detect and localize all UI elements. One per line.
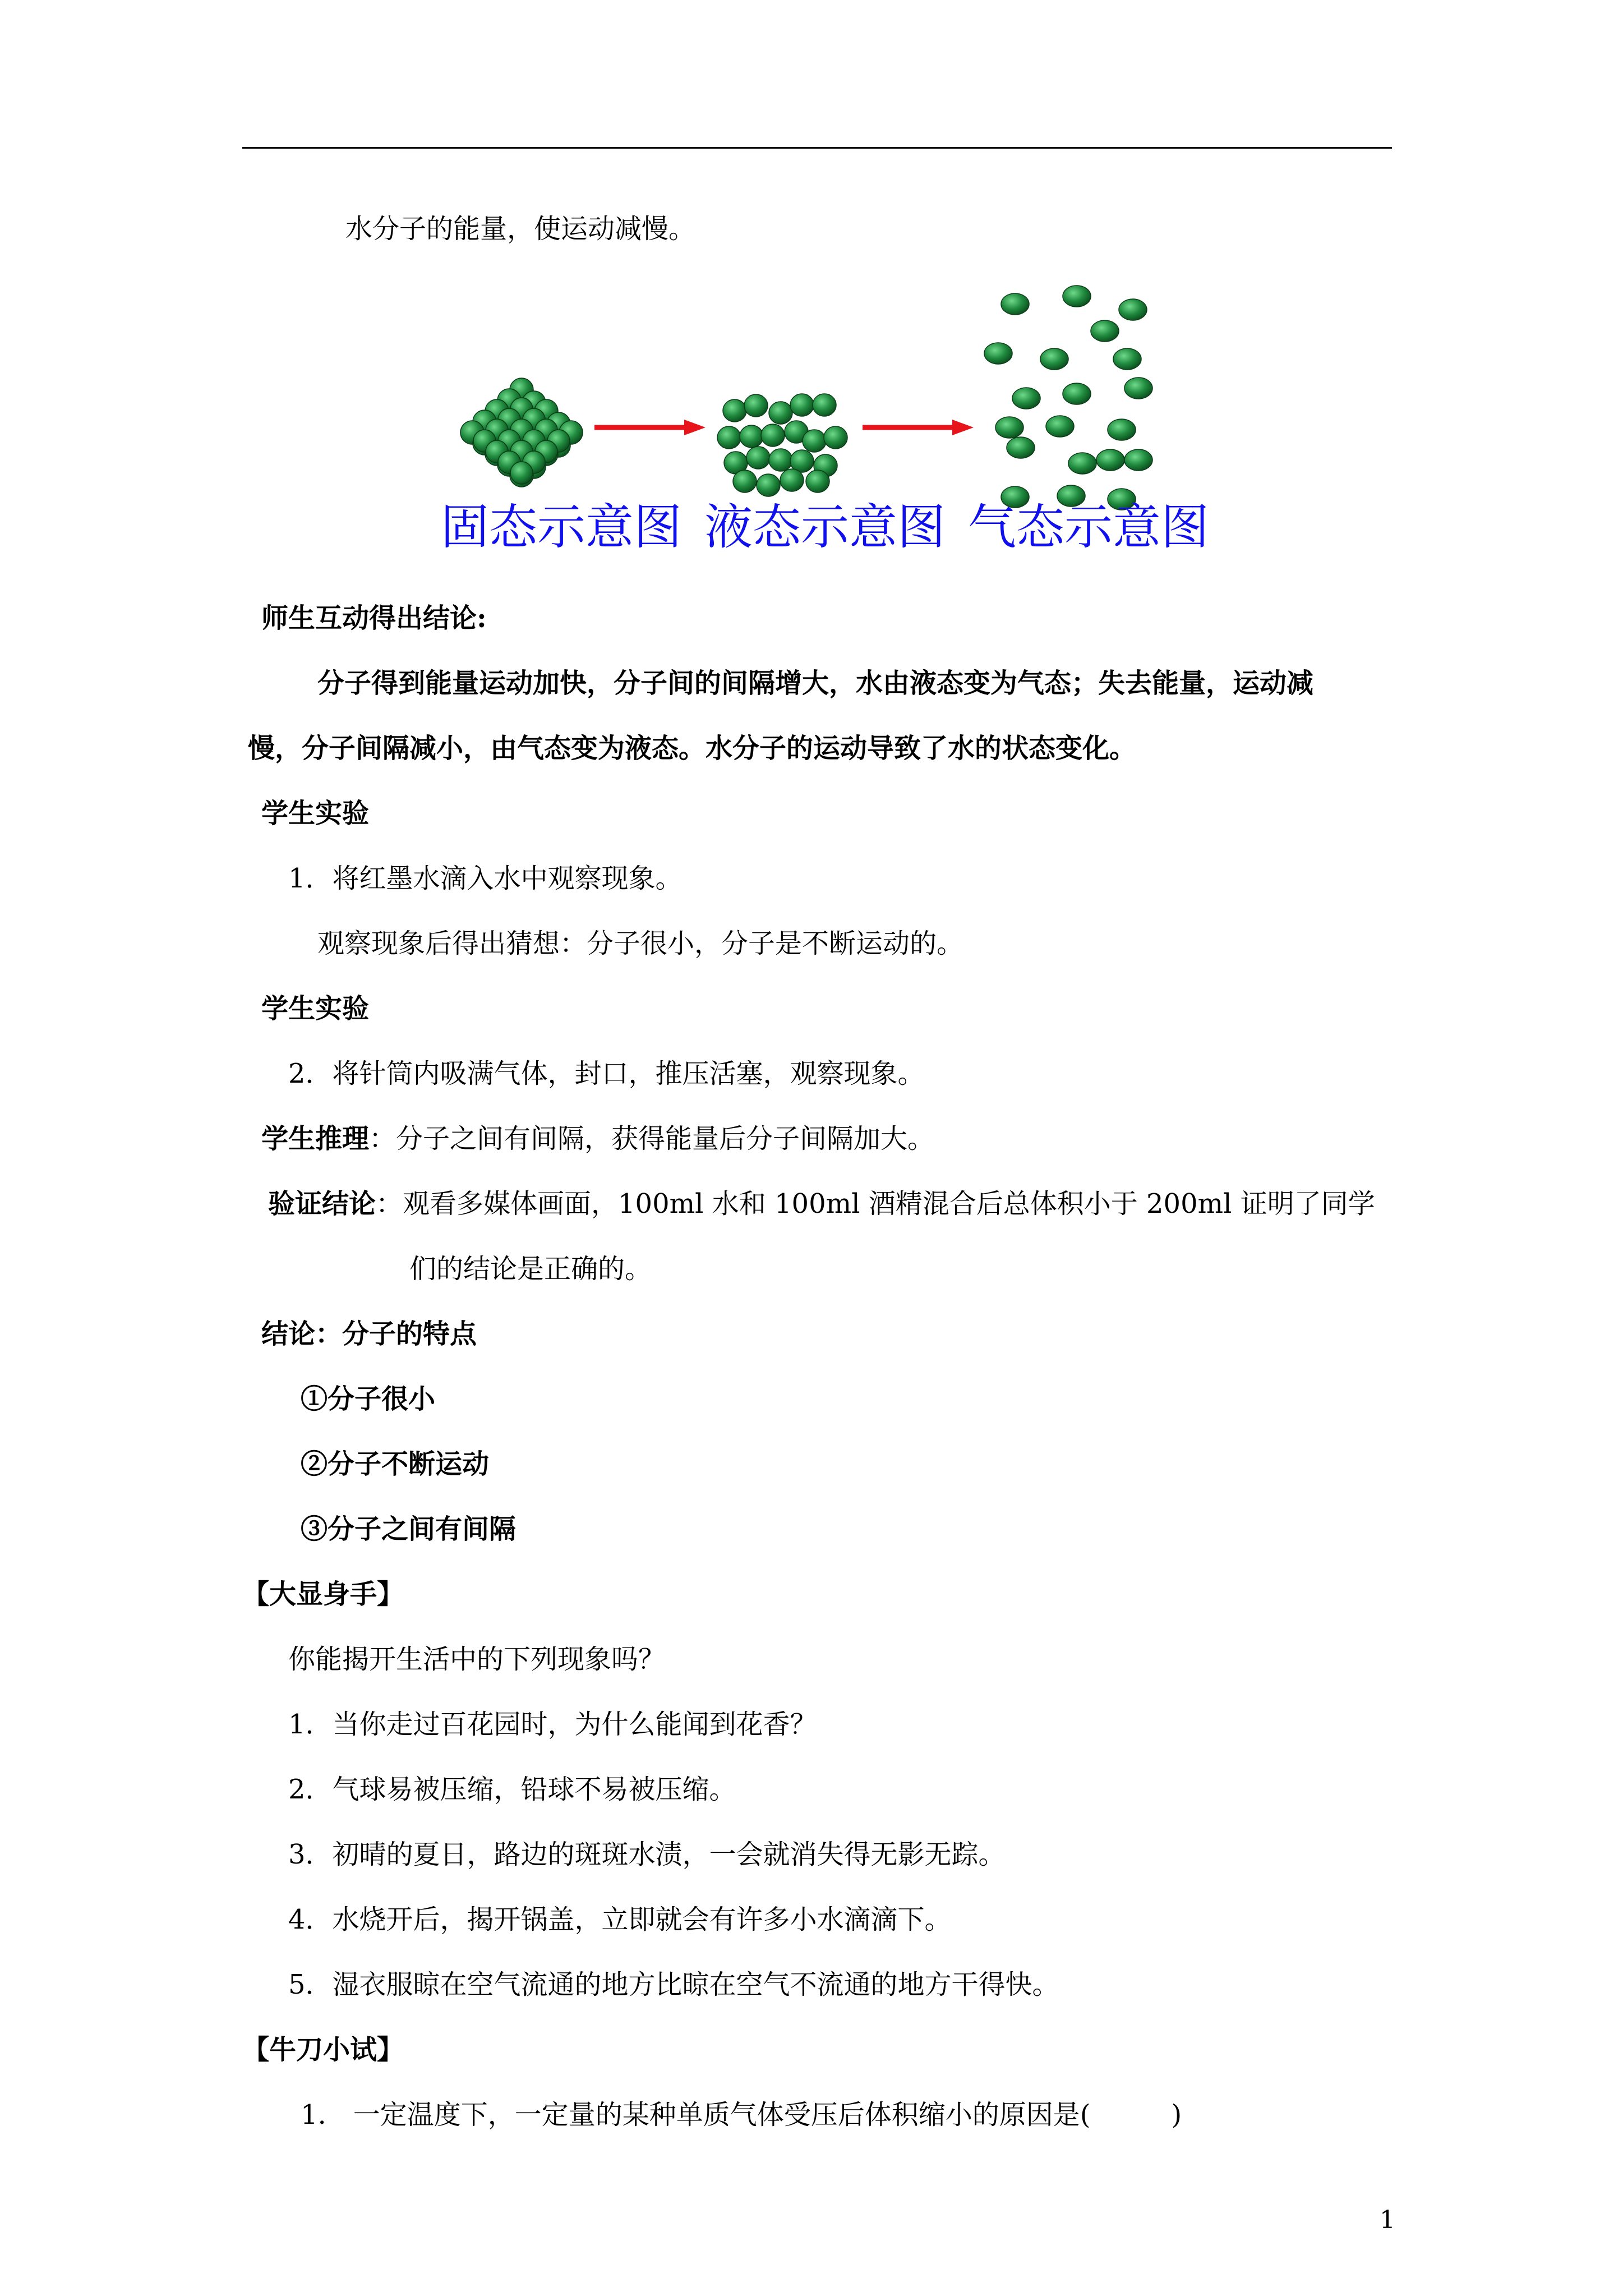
solid-molecules (460, 378, 583, 487)
conclusion-line-2: 慢，分子间隔减小，由气态变为液态。水分子的运动导致了水的状态变化。 (248, 733, 1137, 764)
gas-molecule (1040, 348, 1068, 370)
verification-line-1 (268, 1186, 1375, 1222)
trial-heading: 【牛刀小试】 (242, 2034, 404, 2065)
conclusion-point-2: ②分子不断运动 (301, 1448, 490, 1480)
showcase-item-1: 1．当你走过百花园时，为什么能闻到花香？ (288, 1709, 817, 1740)
liquid-molecules (717, 394, 847, 496)
liquid-molecule (790, 394, 814, 416)
liquid-molecule (769, 402, 792, 424)
showcase-item-5: 5．湿衣服晾在空气流通的地方比晾在空气不流通的地方干得快。 (288, 1969, 1059, 2000)
arrow-liquid-to-gas (863, 420, 974, 435)
gas-molecule (1091, 320, 1119, 342)
liquid-molecule (746, 447, 770, 469)
showcase-prompt: 你能揭开生活中的下列现象吗？ (288, 1644, 666, 1675)
gas-molecule (1063, 383, 1091, 404)
liquid-molecule (761, 424, 785, 447)
reasoning-label: 学生推理 (261, 1123, 370, 1154)
gas-molecule (1108, 419, 1136, 440)
liquid-molecule (824, 426, 847, 449)
gas-molecule (1046, 416, 1074, 437)
header-rule (242, 147, 1392, 149)
gas-molecule (1119, 299, 1147, 320)
gas-molecule (1068, 453, 1096, 474)
liquid-molecule (717, 426, 741, 449)
liquid-molecule (780, 469, 804, 491)
intro-line: 水分子的能量，使运动减慢。 (345, 213, 696, 245)
reasoning-text: ：分子之间有间隔，获得能量后分子间隔加大。 (369, 1123, 935, 1154)
gas-molecule (1124, 449, 1152, 471)
gas-molecule (1096, 449, 1124, 471)
verification-text: ：观看多媒体画面，100ml 水和 100ml 酒精混合后总体积小于 200ml 证明了同学 (376, 1188, 1375, 1220)
page-number: 1 (1380, 2206, 1395, 2234)
gas-molecule (1007, 437, 1035, 458)
solid-molecule (510, 462, 533, 484)
interaction-heading: 师生互动得出结论: (261, 602, 487, 634)
experiment-1-heading: 学生实验 (261, 798, 370, 829)
conclusion-line-1: 分子得到能量运动加快，分子间的间隔增大，水由液态变为气态；失去能量，运动减 (317, 668, 1314, 699)
gas-molecule (1063, 286, 1091, 307)
conclusion-point-1: ①分子很小 (301, 1383, 436, 1415)
experiment-2-heading: 学生实验 (261, 993, 370, 1024)
gas-molecule (995, 417, 1023, 438)
showcase-heading: 【大显身手】 (242, 1579, 404, 1610)
showcase-item-2: 2．气球易被压缩，铅球不易被压缩。 (288, 1774, 736, 1805)
caption-gas: 气态示意图 (968, 499, 1209, 555)
experiment-1-step: 1．将红墨水滴入水中观察现象。 (288, 863, 683, 894)
gas-molecule (1001, 293, 1029, 315)
verification-label: 验证结论 (268, 1188, 376, 1220)
gas-molecule (1124, 378, 1152, 399)
experiment-1-observation: 观察现象后得出猜想：分子很小，分子是不断运动的。 (317, 928, 964, 959)
arrow-solid-to-liquid (594, 420, 706, 435)
gas-molecule (1012, 388, 1040, 409)
showcase-item-4: 4．水烧开后，揭开锅盖，立即就会有许多小水滴滴下。 (288, 1904, 952, 1935)
liquid-molecule (806, 470, 829, 493)
gas-molecule (984, 343, 1012, 364)
caption-solid: 固态示意图 (441, 499, 682, 555)
conclusion-point-3: ③分子之间有间隔 (301, 1513, 517, 1545)
liquid-molecule (740, 425, 763, 448)
liquid-molecule (733, 470, 757, 493)
verification-line-2: 们的结论是正确的。 (409, 1253, 652, 1285)
reasoning-line (261, 1121, 934, 1157)
showcase-item-3: 3．初晴的夏日，路边的斑斑水渍，一会就消失得无影无踪。 (288, 1839, 1006, 1870)
experiment-2-step: 2．将针筒内吸满气体，封口，推压活塞，观察现象。 (288, 1058, 925, 1089)
gas-molecule (1113, 348, 1141, 370)
liquid-molecule (769, 449, 792, 471)
trial-question: 1. 一定温度下，一定量的某种单质气体受压后体积缩小的原因是( ) (301, 2099, 1182, 2131)
liquid-molecule (813, 394, 836, 416)
liquid-molecule (744, 394, 768, 417)
gas-molecules (984, 286, 1152, 510)
liquid-molecule (723, 399, 746, 422)
caption-liquid: 液态示意图 (704, 499, 946, 555)
liquid-molecule (803, 430, 826, 452)
liquid-molecule (757, 474, 780, 496)
conclusion-heading: 结论：分子的特点 (261, 1318, 477, 1350)
